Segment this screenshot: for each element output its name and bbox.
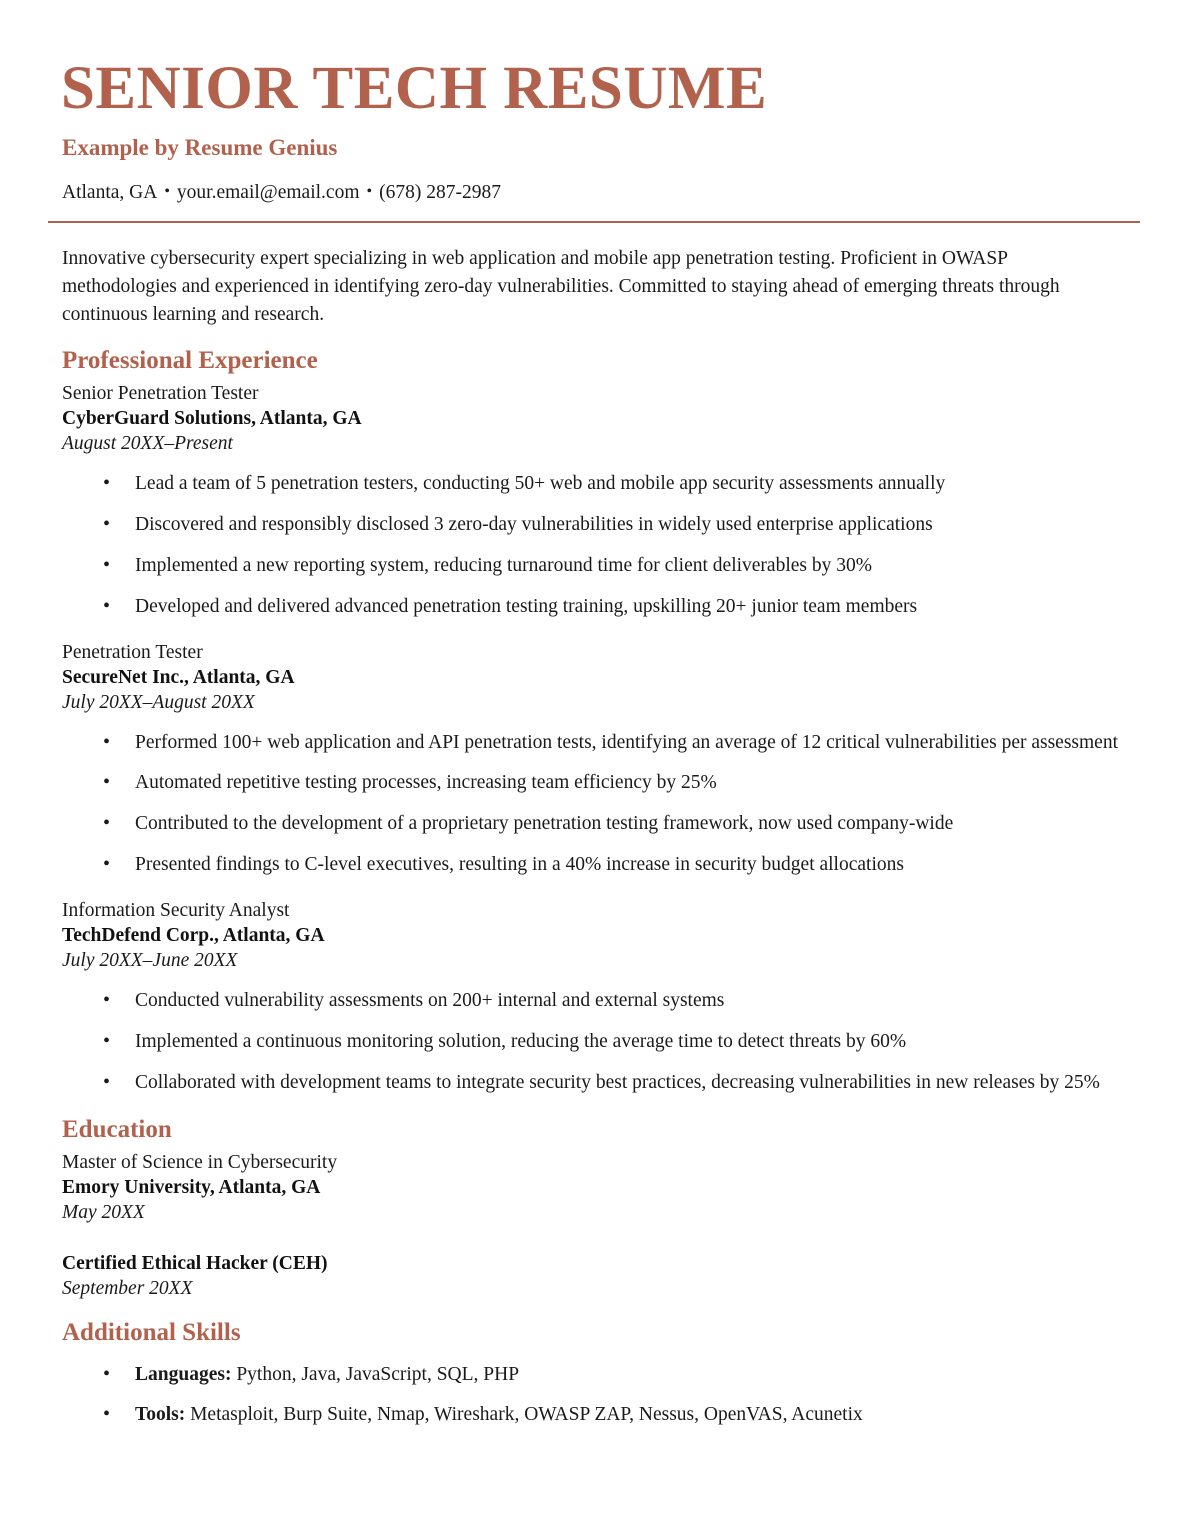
section-heading-skills: Additional Skills xyxy=(62,1318,241,1346)
list-item: • Developed and delivered advanced penetration testing training, upskilling 20+ junior team members xyxy=(103,594,1139,621)
list-item: • Collaborated with development teams to integrate security best practices, decreasing vulnerabilities in new releases by 25% xyxy=(103,1070,1170,1097)
job-company: SecureNet Inc., Atlanta, GA xyxy=(62,666,295,688)
experience-entry xyxy=(62,899,1139,974)
job-title: Information Security Analyst xyxy=(62,900,290,922)
resume-subtitle: Example by Resume Genius xyxy=(62,135,338,161)
education-school: Emory University, Atlanta, GA xyxy=(62,1176,321,1198)
spacer xyxy=(48,1226,1139,1252)
list-item xyxy=(103,1402,1139,1429)
job-bullet-list xyxy=(48,471,1139,621)
job-title: Penetration Tester xyxy=(62,641,203,663)
skill-label: Tools: xyxy=(135,1404,186,1426)
list-item: • Performed 100+ web application and API penetration tests, identifying an average of 12 critical vulnerabilities per assessment xyxy=(103,730,1170,757)
education-date: May 20XX xyxy=(62,1201,145,1223)
job-bullet-list xyxy=(48,730,1139,880)
job-company: CyberGuard Solutions, Atlanta, GA xyxy=(62,408,362,430)
certification-name: Certified Ethical Hacker (CEH) xyxy=(62,1252,328,1274)
professional-summary: Innovative cybersecurity expert specializing in web application and mobile app penetration testing. Proficient in OWASP methodologies and experienced in identifying zero-day vulnerabilities. Committed to staying ahead of emerging threats through continuous learning and research. xyxy=(62,248,1060,325)
list-item: • Contributed to the development of a proprietary penetration testing framework, now used company-wide xyxy=(103,811,1170,838)
experience-entry xyxy=(62,641,1139,716)
education-degree: Master of Science in Cybersecurity xyxy=(62,1151,338,1173)
contact-email[interactable]: your.email@email.com xyxy=(176,181,360,203)
spacer xyxy=(48,879,1139,899)
spacer xyxy=(48,621,1139,641)
list-item: • Conducted vulnerability assessments on 200+ internal and external systems xyxy=(103,988,1170,1015)
section-heading-education: Education xyxy=(62,1115,172,1143)
skill-value: Python, Java, JavaScript, SQL, PHP xyxy=(231,1363,520,1385)
section-heading-experience: Professional Experience xyxy=(62,347,318,375)
skills-bullet-list xyxy=(48,1362,1139,1430)
contact-phone[interactable]: (678) 287-2987 xyxy=(379,181,501,203)
job-dates: July 20XX–June 20XX xyxy=(62,950,238,972)
contact-location: Atlanta, GA xyxy=(62,181,158,203)
job-company: TechDefend Corp., Atlanta, GA xyxy=(62,925,325,947)
list-item: • Implemented a continuous monitoring solution, reducing the average time to detect threats by 60% xyxy=(103,1029,1170,1056)
list-item: • Automated repetitive testing processes, increasing team efficiency by 25% xyxy=(103,770,1170,797)
contact-separator-2: • xyxy=(366,182,373,200)
list-item: • Discovered and responsibly disclosed 3 zero-day vulnerabilities in widely used enterprise applications xyxy=(103,512,1139,539)
contact-line xyxy=(62,180,1139,205)
skill-value: Metasploit, Burp Suite, Nmap, Wireshark, OWASP ZAP, Nessus, OpenVAS, Acunetix xyxy=(185,1404,863,1426)
list-item xyxy=(103,1362,1139,1389)
job-bullet-list xyxy=(48,988,1139,1097)
job-title: Senior Penetration Tester xyxy=(62,383,259,405)
skill-label: Languages: xyxy=(135,1363,232,1385)
header-divider xyxy=(48,221,1140,223)
list-item: • Implemented a new reporting system, reducing turnaround time for client deliverables by 30% xyxy=(103,553,1139,580)
list-item: • Lead a team of 5 penetration testers, conducting 50+ web and mobile app security assessments annually xyxy=(103,471,1139,498)
experience-entry xyxy=(62,382,1139,457)
contact-separator-1: • xyxy=(164,182,170,200)
certification-entry xyxy=(62,1252,1139,1302)
page-title: SENIOR TECH RESUME xyxy=(61,55,768,122)
job-dates: July 20XX–August 20XX xyxy=(62,691,255,713)
education-entry xyxy=(62,1151,1139,1226)
job-dates: August 20XX–Present xyxy=(62,433,233,455)
certification-date: September 20XX xyxy=(62,1277,193,1299)
resume-header xyxy=(48,55,1139,223)
list-item: • Presented findings to C-level executives, resulting in a 40% increase in security budget allocations xyxy=(103,852,1170,879)
